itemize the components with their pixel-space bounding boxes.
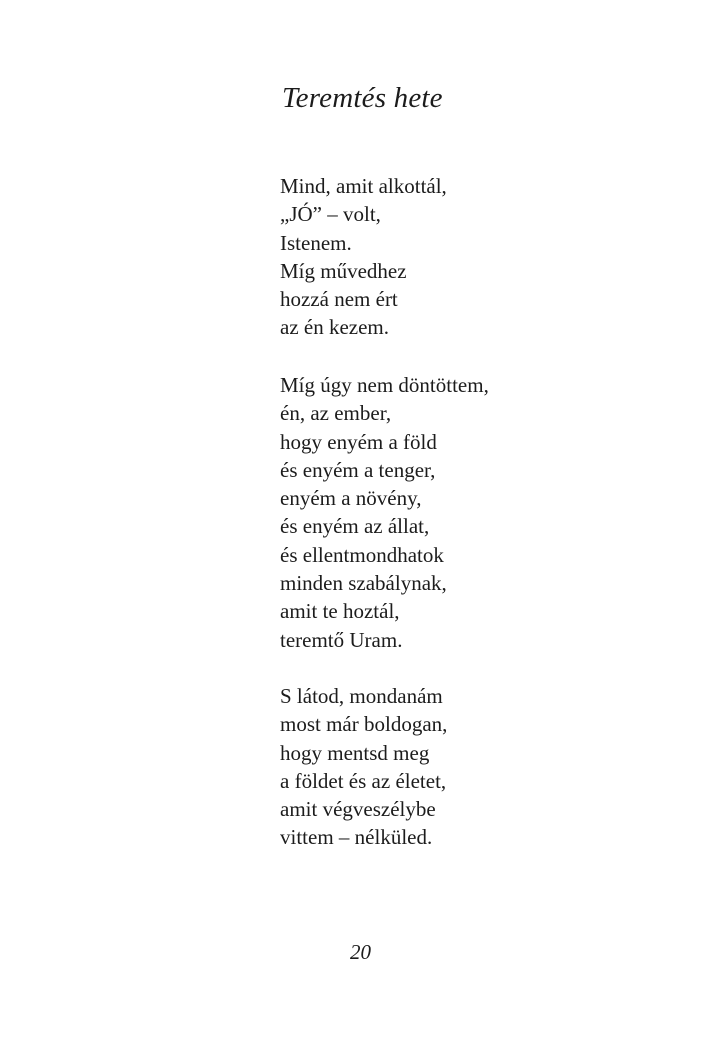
poem-line: minden szabálynak, <box>280 571 447 596</box>
poem-line: a földet és az életet, <box>280 768 447 793</box>
poem-line: és enyém a tenger, <box>280 457 436 482</box>
poem-line: Mind, amit alkottál, <box>280 174 447 198</box>
poem-line: én, az ember, <box>280 401 392 426</box>
poem-line: teremtő Uram. <box>280 627 403 652</box>
poem-line: hogy mentsd meg <box>280 740 430 765</box>
stanza-3 <box>280 682 447 852</box>
poem-line: amit te hoztál, <box>280 599 400 624</box>
poem-line: S látod, mondanám <box>280 684 443 708</box>
poem-line: amit végveszélybe <box>280 797 436 822</box>
poem-line: „JÓ” – volt, <box>280 202 381 227</box>
poem-line: hogy enyém a föld <box>280 429 437 454</box>
poem-line: Istenem. <box>280 230 352 255</box>
poem-line: hozzá nem ért <box>280 287 398 312</box>
poem-line: és ellentmondhatok <box>280 542 444 567</box>
stanza-2 <box>280 371 489 654</box>
poem-line: Míg művedhez <box>280 258 407 283</box>
poem-line: és enyém az állat, <box>280 514 430 539</box>
poem-line: az én kezem. <box>280 315 390 340</box>
poem-line: Míg úgy nem döntöttem, <box>280 373 489 397</box>
poem-line: enyém a növény, <box>280 486 422 511</box>
stanza-1 <box>280 172 447 342</box>
poem-line: most már boldogan, <box>280 712 448 737</box>
page-number: 20 <box>350 940 371 964</box>
poem-line: vittem – nélküled. <box>280 825 433 850</box>
poem-title: Teremtés hete <box>282 82 443 114</box>
